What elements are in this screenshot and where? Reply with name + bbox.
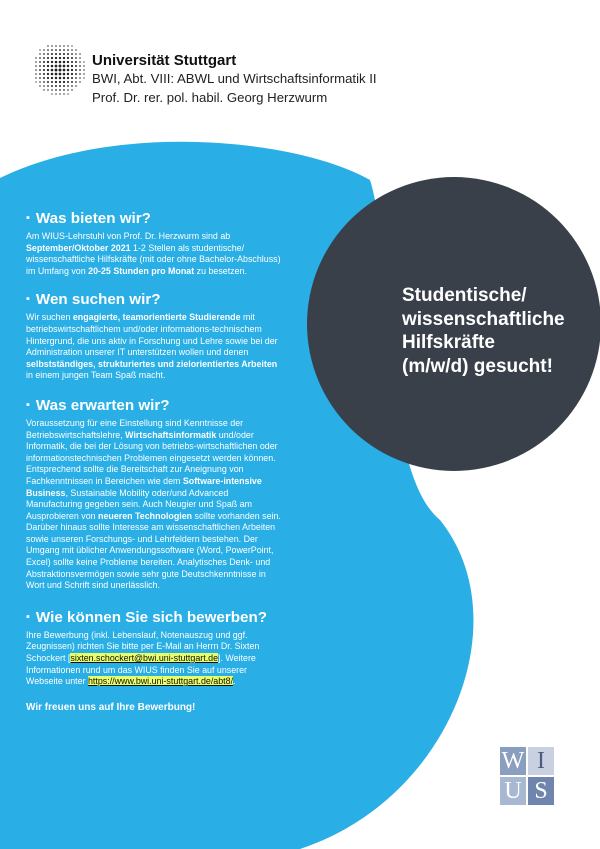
headline-line: Hilfskräfte xyxy=(402,332,495,353)
section-text: Ihre Bewerbung (inkl. Lebenslauf, Notenauszug und ggf. Zeugnissen) richten Sie bitte per E-Mail an Herrn Dr. Sixten Schockert [sixten.schockert@bwi.uni-stuttgart.de]. Weitere Informationen rund um das WIUS finden Sie auf unserer Webseite unter https://www.bwi.uni-stuttgart.de/abt8/. xyxy=(26,629,260,687)
wius-letter: U xyxy=(500,777,526,805)
headline-line: wissenschaftliche xyxy=(402,308,565,330)
department-name: BWI, Abt. VIII: ABWL und Wirtschaftsinformatik II xyxy=(92,71,377,86)
section-title: ▪ Was erwarten wir? xyxy=(26,396,170,414)
wius-logo xyxy=(500,747,554,805)
university-logo-icon xyxy=(30,40,88,98)
section-title: ▪ Wie können Sie sich bewerben? xyxy=(26,608,268,626)
bullet-icon: ▪ xyxy=(26,212,30,224)
section-text: Am WIUS-Lehrstuhl von Prof. Dr. Herzwurm sind ab September/Oktober 2021 1-2 Stellen als studentische/ wissenschaftliche Hilfskräfte (mit oder ohne Bachelor-Abschluss) im Umfang von 20-25 Stunden pro Monat zu besetzen. xyxy=(26,231,281,276)
section-text: Voraussetzung für eine Einstellung sind Kenntnisse der Betriebswirtschaftslehre, Wirtschaftsinformatik und/oder Informatik, die bei der Lösung von betriebs-wirtschaftlichen oder informationstechnischen Problemen eingesetzt werden können. Entsprechend sollte die Bereitschaft zur Aneignung von Fachkenntnissen in Bereichen wie dem Software-intensive Business, Sustainable Mobility oder/und Advanced Manufacturing gegeben sein. Auch Neugier und Spaß am Ausprobieren von neueren Technologien sollte vorhanden sein. Darüber hinaus sollte Interesse am wissenschaftlichen Arbeiten sowie unseren Forschungs- und Lehrfeldern bestehen. Der Umgang mit üblicher Anwendungssoftware (Word, PowerPoint, Excel) sollte keine Probleme bereiten. Analytisches Denk- und Abstraktionsvermögen sowie sehr gute Deutschkenntnisse in Wort und Schrift sind unerlässlich. xyxy=(26,417,281,591)
section-apply xyxy=(26,608,282,688)
section-expect xyxy=(26,396,282,592)
wius-letter: W xyxy=(501,748,525,774)
wius-letter: I xyxy=(528,747,554,775)
bullet-icon: ▪ xyxy=(26,610,30,623)
email-link[interactable]: sixten.schockert@bwi.uni-stuttgart.de xyxy=(70,653,219,664)
professor-name: Prof. Dr. rer. pol. habil. Georg Herzwurm xyxy=(92,90,328,105)
bullet-icon: ▪ xyxy=(26,398,30,411)
job-headline xyxy=(402,284,592,378)
section-title: ▪ Was bieten wir? xyxy=(26,210,151,227)
website-link[interactable]: https://www.bwi.uni-stuttgart.de/abt8/ xyxy=(88,676,234,687)
bullet-icon: ▪ xyxy=(26,293,30,306)
closing-text: Wir freuen uns auf Ihre Bewerbung! xyxy=(26,701,196,713)
job-description xyxy=(26,209,282,714)
wius-letter: S xyxy=(528,777,554,805)
section-title: ▪ Wen suchen wir? xyxy=(26,291,161,309)
section-offer xyxy=(26,209,282,277)
section-seek xyxy=(26,290,282,382)
section-text: Wir suchen engagierte, teamorientierte Studierende mit betriebswirtschaftlichem und/oder informations-technischem Hintergrund, die uns aktiv in Forschung und Lehre sowie bei der Administration unserer IT unterstützen wollen und denen selbstständiges, strukturiertes und zielorientiertes Arbeiten in einem jungen Team Spaß macht. xyxy=(26,312,278,381)
headline-line: (m/w/d) gesucht! xyxy=(402,355,553,377)
university-name: Universität Stuttgart xyxy=(92,52,237,69)
headline-line: Studentische/ xyxy=(402,285,527,306)
